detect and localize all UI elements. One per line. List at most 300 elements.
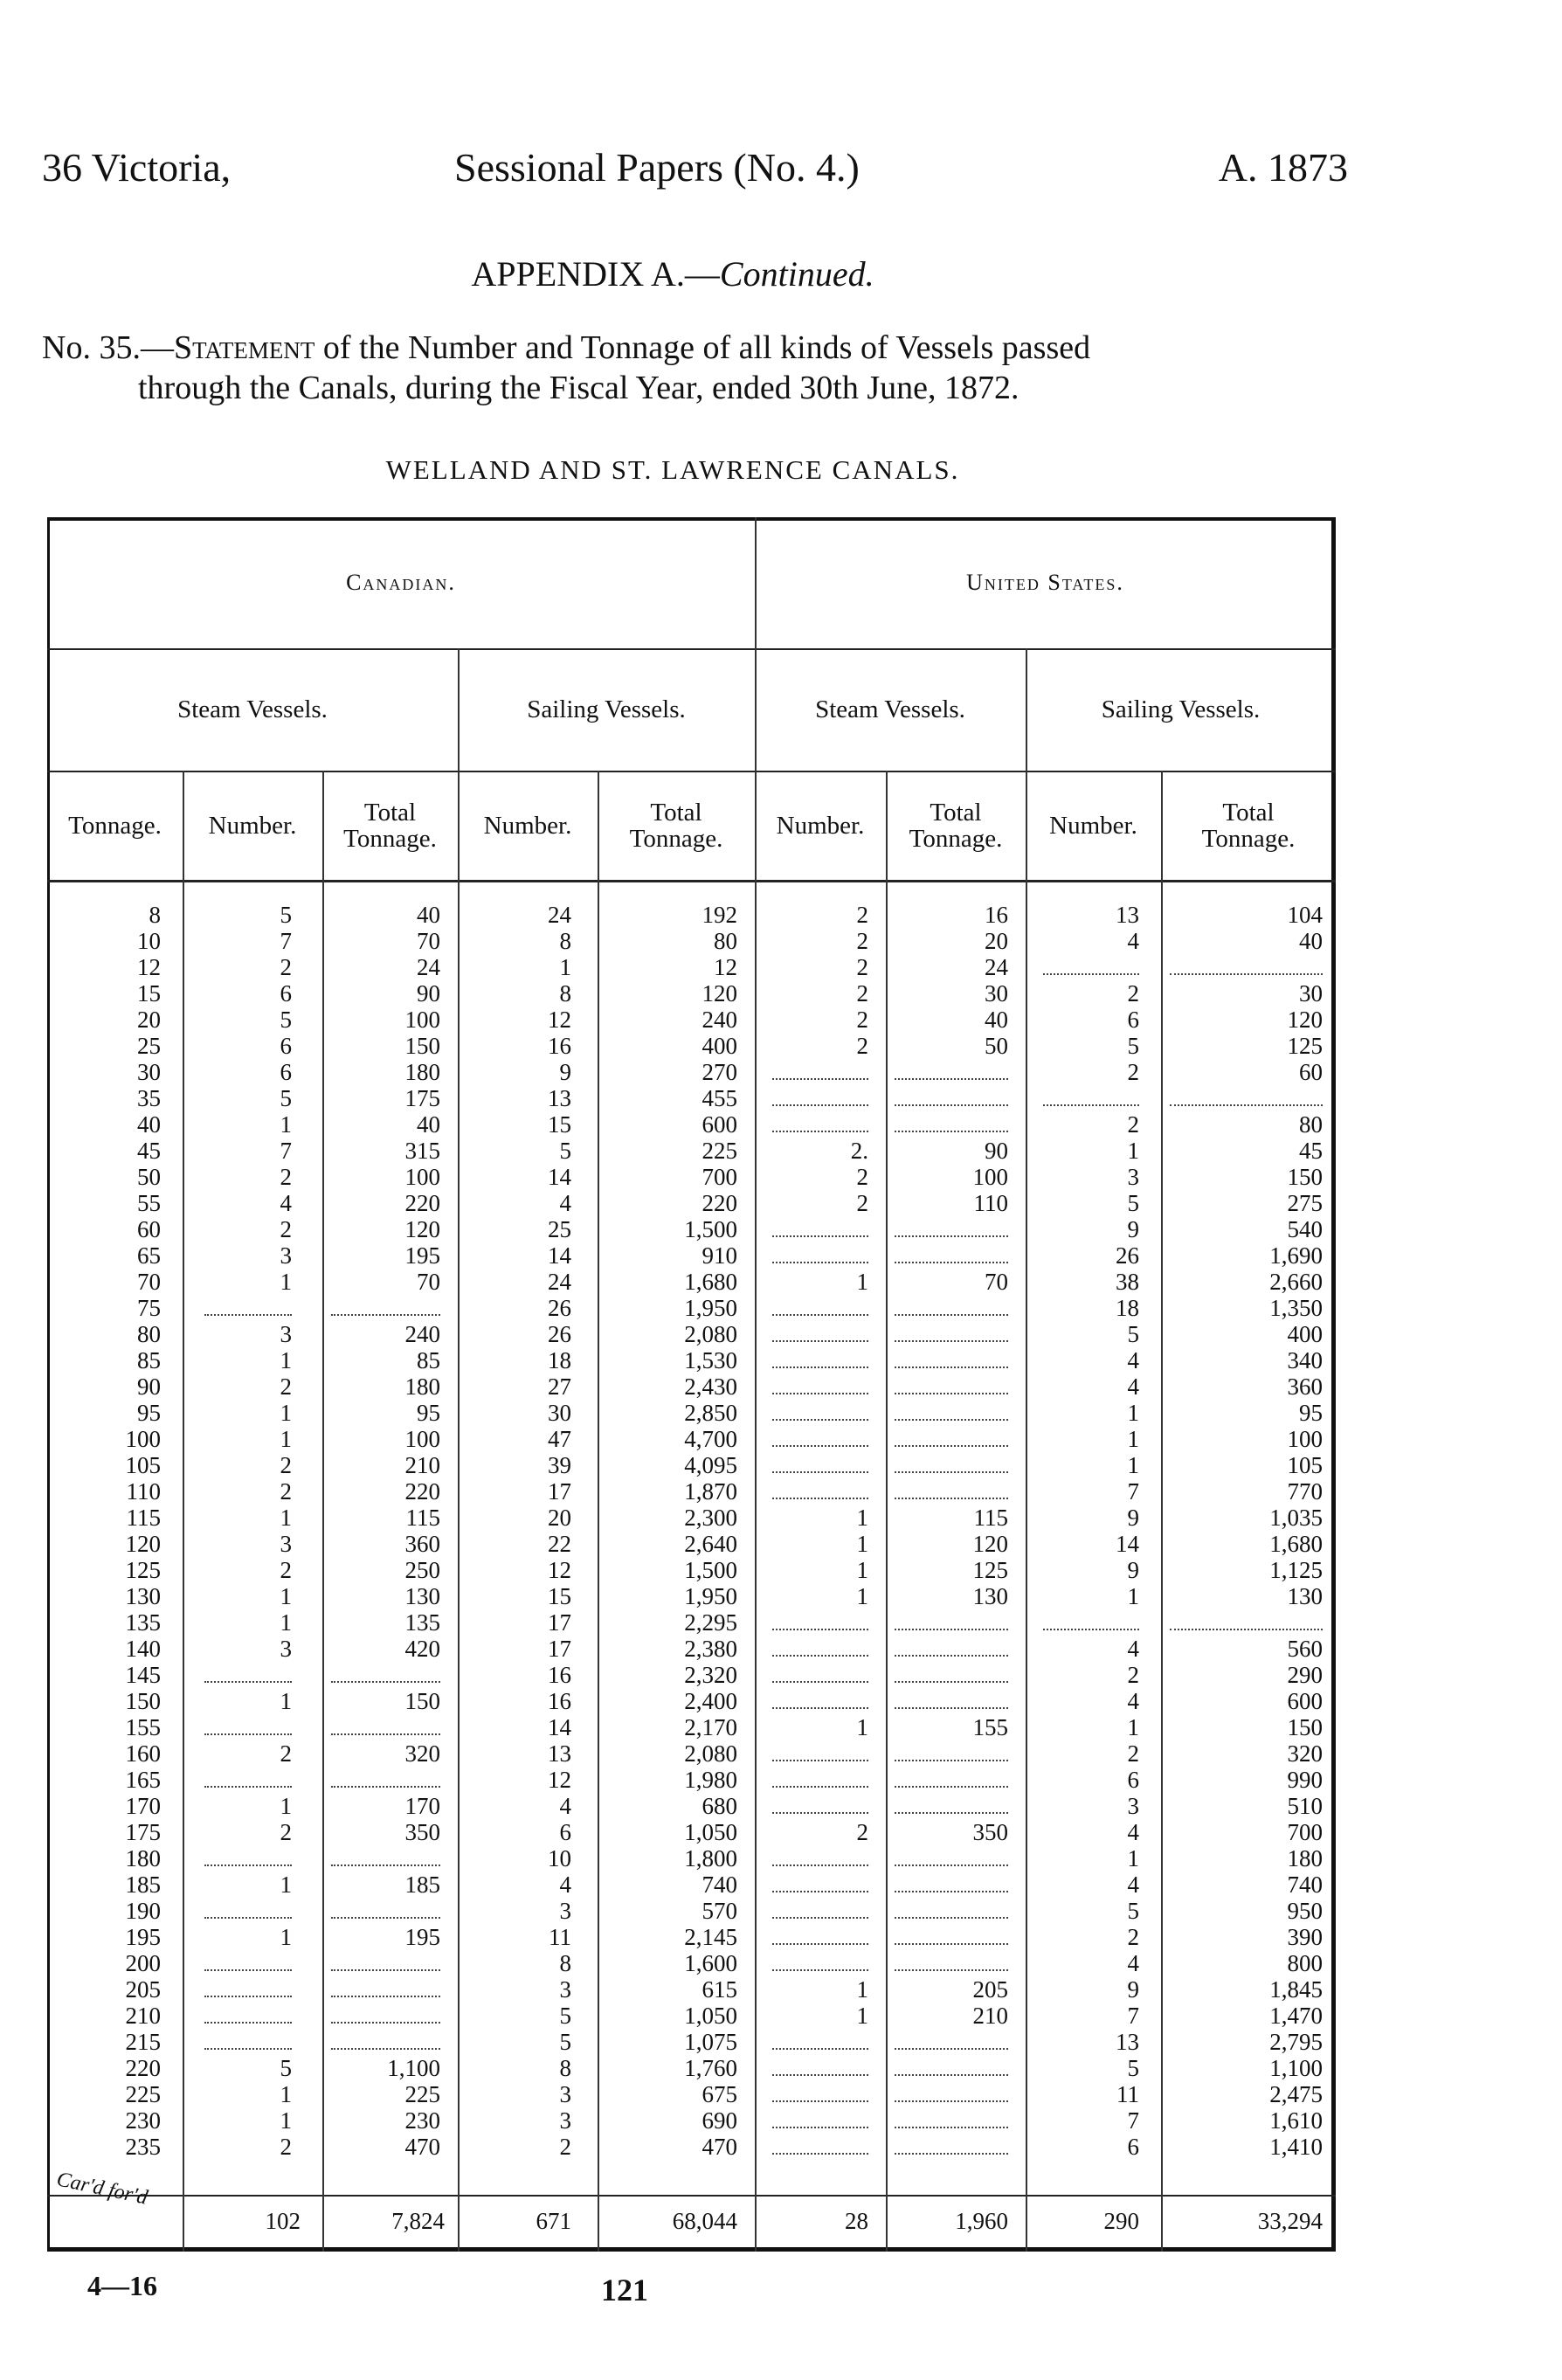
cell-u-sail-tonnage: 290 [1287,1662,1323,1688]
cell-c-steam-number: 3 [280,1242,292,1269]
cell-u-sail-tonnage: 700 [1287,1819,1323,1845]
cell-u-sail-number: 2 [1127,980,1139,1007]
cell-tonnage: 205 [125,1976,161,2003]
cell-tonnage: 55 [137,1190,161,1216]
cell-c-sail-tonnage: 700 [702,1164,737,1190]
cell-c-steam-number: 2 [280,2134,292,2160]
cell-c-sail-number: 15 [548,1583,571,1609]
cell-u-sail-number: 13 [1116,2029,1139,2055]
cell-tonnage: 175 [125,1819,161,1845]
cell-c-sail-number: 24 [548,1269,571,1295]
cell-u-steam-tonnage [895,1059,1008,1080]
cell-c-steam-number [204,2029,292,2050]
cell-u-sail-number: 2 [1127,1059,1139,1085]
cell-c-sail-number: 16 [548,1688,571,1714]
cell-c-sail-tonnage: 455 [702,1085,737,1111]
statement-title [42,328,1352,408]
cell-u-steam-tonnage: 115 [973,1505,1008,1531]
cell-u-steam-tonnage: 30 [985,980,1008,1007]
cell-u-steam-number: 2 [856,1033,868,1059]
cell-tonnage: 125 [125,1557,161,1583]
cell-u-sail-number: 3 [1127,1164,1139,1190]
cell-u-steam-number [772,1609,868,1630]
cell-c-sail-tonnage: 1,950 [684,1295,737,1321]
cell-c-sail-number: 10 [548,1845,571,1871]
cell-c-steam-number: 2 [280,1216,292,1242]
cell-u-sail-number: 9 [1127,1505,1139,1531]
cell-tonnage: 165 [125,1767,161,1793]
cell-tonnage: 225 [125,2081,161,2107]
cell-tonnage: 200 [125,1950,161,1976]
cell-u-sail-number: 4 [1127,1373,1139,1400]
cell-c-sail-number: 25 [548,1216,571,1242]
cell-u-sail-tonnage: 540 [1287,1216,1323,1242]
col-u-sail-number: Number. [1049,811,1137,840]
cell-u-steam-number: 2. [850,1138,868,1164]
cell-c-steam-number: 3 [280,1636,292,1662]
cell-c-steam-tonnage: 1,100 [387,2055,440,2081]
cell-c-steam-tonnage: 40 [417,1111,440,1138]
cell-u-steam-tonnage: 120 [972,1531,1008,1557]
cell-c-sail-number: 20 [548,1505,571,1531]
cell-u-steam-number [772,1347,868,1368]
total-c-steam-number: 102 [265,2208,301,2234]
cell-u-steam-number [772,1871,868,1892]
cell-c-steam-tonnage: 120 [404,1216,440,1242]
table-row [47,1478,1336,1505]
cell-c-sail-tonnage: 2,145 [684,1924,737,1950]
cell-c-steam-tonnage [331,1714,440,1735]
cell-u-steam-number [772,1085,868,1106]
cell-c-sail-tonnage: 600 [702,1111,737,1138]
total-u-sail-number: 290 [1103,2208,1139,2234]
total-c-sail-tonnage: 68,044 [672,2208,737,2234]
table-row [47,1007,1336,1033]
cell-u-steam-tonnage: 110 [973,1190,1008,1216]
cell-c-sail-tonnage: 2,430 [684,1373,737,1400]
subgroup-canadian-steam: Steam Vessels. [177,695,328,723]
cell-u-sail-number: 1 [1127,1452,1139,1478]
cell-u-sail-number: 6 [1127,2134,1139,2160]
cell-u-steam-tonnage [895,1478,1008,1499]
col-c-steam-total [322,771,458,880]
cell-u-sail-tonnage: 1,610 [1269,2107,1323,2134]
cell-tonnage: 65 [137,1242,161,1269]
cell-u-steam-tonnage [895,1295,1008,1316]
cell-u-steam-tonnage: 205 [972,1976,1008,2003]
cell-c-sail-number: 6 [559,1819,571,1845]
cell-u-steam-tonnage [895,2029,1008,2050]
header-papers: Sessional Papers (No. 4.) [454,145,860,190]
table-row [47,2107,1336,2134]
cell-u-sail-tonnage: 30 [1299,980,1323,1007]
table-row [47,1164,1336,1190]
cell-u-steam-tonnage: 70 [985,1269,1008,1295]
cell-tonnage: 35 [137,1085,161,1111]
cell-u-sail-number: 2 [1127,1740,1139,1767]
cell-u-steam-number [772,1295,868,1316]
cell-tonnage: 215 [125,2029,161,2055]
cell-c-sail-tonnage: 1,600 [684,1950,737,1976]
cell-tonnage: 40 [137,1111,161,1138]
cell-c-steam-number: 1 [280,1793,292,1819]
cell-u-steam-tonnage [895,2081,1008,2102]
col-tonnage-label: Tonnage. [343,824,437,853]
cell-u-sail-tonnage: 100 [1287,1426,1323,1452]
cell-c-sail-tonnage: 1,050 [684,1819,737,1845]
cell-c-sail-tonnage: 192 [702,902,737,928]
col-u-steam-number: Number. [776,811,865,840]
rule-totals [47,2195,1336,2197]
cell-u-steam-tonnage [895,1845,1008,1866]
header-year: A. 1873 [1218,145,1348,190]
group-canadian: Canadian. [346,570,456,595]
table-row [47,928,1336,954]
cell-u-steam-tonnage [895,1426,1008,1447]
cell-c-steam-number: 1 [280,1111,292,1138]
cell-u-sail-number: 4 [1127,1819,1139,1845]
cell-c-steam-number [204,2003,292,2024]
cell-c-steam-tonnage [331,1845,440,1866]
cell-c-steam-tonnage: 225 [404,2081,440,2107]
cell-c-sail-number: 5 [559,2003,571,2029]
cell-u-steam-number [772,1688,868,1709]
appendix-continued: Continued. [719,254,874,294]
cell-c-steam-number: 1 [280,1583,292,1609]
cell-u-steam-number [772,1793,868,1814]
cell-u-steam-tonnage: 100 [972,1164,1008,1190]
table-row [47,1426,1336,1452]
cell-u-steam-number: 1 [856,2003,868,2029]
cell-c-sail-number: 8 [559,2055,571,2081]
cell-u-sail-tonnage: 320 [1287,1740,1323,1767]
cell-c-steam-number: 1 [280,1609,292,1636]
table-row [47,2134,1336,2160]
cell-u-steam-number: 1 [856,1714,868,1740]
cell-tonnage: 180 [125,1845,161,1871]
cell-c-steam-number: 1 [280,1871,292,1898]
cell-u-sail-number: 1 [1127,1714,1139,1740]
cell-u-steam-number [772,1059,868,1080]
cell-c-sail-tonnage: 2,850 [684,1400,737,1426]
cell-u-sail-number: 18 [1116,1295,1139,1321]
cell-tonnage: 90 [137,1373,161,1400]
cell-u-steam-tonnage [895,1452,1008,1473]
col-c-sail-total [598,771,755,880]
cell-tonnage: 30 [137,1059,161,1085]
cell-u-steam-tonnage [895,1400,1008,1421]
cell-c-sail-number: 4 [559,1190,571,1216]
cell-u-sail-number: 13 [1116,902,1139,928]
cell-u-steam-number [772,1373,868,1394]
table-row [47,1269,1336,1295]
table-row [47,1714,1336,1740]
cell-c-sail-tonnage: 1,800 [684,1845,737,1871]
cell-c-sail-tonnage: 2,170 [684,1714,737,1740]
table-row [47,1609,1336,1636]
cell-u-sail-tonnage: 1,035 [1269,1505,1323,1531]
cell-c-steam-number [204,1976,292,1997]
table-row [47,1583,1336,1609]
cell-c-sail-number: 16 [548,1662,571,1688]
table-row [47,1924,1336,1950]
cell-c-steam-tonnage: 70 [417,1269,440,1295]
cell-u-steam-number [772,1400,868,1421]
cell-u-sail-number: 7 [1127,1478,1139,1505]
cell-u-sail-tonnage: 130 [1287,1583,1323,1609]
table-row [47,1636,1336,1662]
rule-group [47,648,1336,650]
cell-u-steam-number [772,2081,868,2102]
cell-u-steam-number [772,2055,868,2076]
cell-u-sail-tonnage: 2,795 [1269,2029,1323,2055]
table-row [47,1845,1336,1871]
cell-u-steam-number [772,1767,868,1788]
table-row [47,1138,1336,1164]
cell-c-steam-number: 5 [280,2055,292,2081]
cell-c-sail-number: 16 [548,1033,571,1059]
col-total-label: Total [1222,798,1275,827]
cell-c-steam-number [204,1950,292,1971]
cell-u-steam-number: 1 [856,1505,868,1531]
cell-u-steam-tonnage: 125 [972,1557,1008,1583]
cell-u-sail-number: 11 [1116,2081,1139,2107]
cell-u-sail-number: 3 [1127,1793,1139,1819]
cell-u-steam-tonnage [895,1898,1008,1919]
cell-u-steam-number: 1 [856,1557,868,1583]
cell-c-sail-tonnage: 570 [702,1898,737,1924]
header-session: 36 Victoria, [42,145,232,190]
cell-u-sail-number: 1 [1127,1583,1139,1609]
cell-tonnage: 185 [125,1871,161,1898]
cell-u-sail-number: 5 [1127,1190,1139,1216]
cell-tonnage: 115 [126,1505,161,1531]
vessel-table [47,517,1336,2252]
cell-tonnage: 75 [137,1295,161,1321]
table-row [47,1976,1336,2003]
cell-tonnage: 135 [125,1609,161,1636]
cell-c-sail-tonnage: 1,075 [684,2029,737,2055]
cell-c-sail-tonnage: 1,050 [684,2003,737,2029]
cell-c-steam-number: 4 [280,1190,292,1216]
cell-u-steam-number: 1 [856,1583,868,1609]
cell-u-sail-tonnage: 1,410 [1269,2134,1323,2160]
cell-u-steam-tonnage [895,2055,1008,2076]
cell-c-steam-tonnage: 150 [404,1688,440,1714]
cell-u-steam-tonnage: 90 [985,1138,1008,1164]
cell-tonnage: 45 [137,1138,161,1164]
cell-tonnage: 170 [125,1793,161,1819]
cell-tonnage: 20 [137,1007,161,1033]
cell-c-steam-number [204,1767,292,1788]
cell-c-steam-number: 2 [280,1164,292,1190]
cell-u-steam-tonnage: 50 [985,1033,1008,1059]
cell-c-steam-number: 6 [280,980,292,1007]
cell-c-sail-tonnage: 1,500 [684,1216,737,1242]
cell-u-steam-number [772,1924,868,1945]
cell-c-sail-number: 12 [548,1007,571,1033]
cell-u-sail-tonnage: 1,845 [1269,1976,1323,2003]
table-row [47,1400,1336,1426]
cell-c-steam-tonnage: 90 [417,980,440,1007]
cell-c-sail-number: 11 [549,1924,571,1950]
cell-u-sail-tonnage: 400 [1287,1321,1323,1347]
cell-c-sail-number: 8 [559,980,571,1007]
cell-c-steam-tonnage: 180 [404,1059,440,1085]
cell-c-sail-tonnage: 400 [702,1033,737,1059]
cell-u-steam-tonnage [895,2107,1008,2128]
cell-c-steam-tonnage [331,1976,440,1997]
cell-u-steam-number [772,1898,868,1919]
cell-u-steam-number [772,1216,868,1237]
cell-c-steam-number: 2 [280,1478,292,1505]
cell-u-sail-tonnage: 360 [1287,1373,1323,1400]
table-row [47,1085,1336,1111]
cell-tonnage: 100 [125,1426,161,1452]
cell-c-steam-tonnage: 115 [405,1505,440,1531]
cell-c-steam-tonnage: 70 [417,928,440,954]
cell-c-sail-number: 4 [559,1793,571,1819]
cell-u-sail-number: 4 [1127,1636,1139,1662]
table-row [47,1819,1336,1845]
cell-u-steam-tonnage [895,1347,1008,1368]
cell-u-sail-tonnage: 1,125 [1269,1557,1323,1583]
cell-c-steam-tonnage: 24 [417,954,440,980]
cell-tonnage: 145 [125,1662,161,1688]
cell-u-steam-tonnage: 24 [985,954,1008,980]
cell-u-sail-number: 9 [1127,1557,1139,1583]
statement-line-1: No. 35.—Statement of the Number and Tonnage of all kinds of Vessels passed [42,329,1091,366]
cell-c-sail-tonnage: 470 [702,2134,737,2160]
cell-u-steam-number: 2 [856,1190,868,1216]
cell-c-steam-tonnage: 195 [404,1242,440,1269]
cell-c-sail-tonnage: 12 [714,954,737,980]
cell-u-sail-number: 1 [1127,1400,1139,1426]
col-tonnage-label: Tonnage. [629,824,723,853]
cell-u-sail-number: 2 [1127,1111,1139,1138]
cell-tonnage: 190 [125,1898,161,1924]
cell-c-steam-number: 6 [280,1059,292,1085]
cell-c-steam-tonnage: 100 [404,1164,440,1190]
table-row [47,2055,1336,2081]
cell-c-steam-tonnage [331,2029,440,2050]
cell-u-sail-number: 5 [1127,1898,1139,1924]
cell-c-steam-number: 1 [280,2081,292,2107]
table-row [47,1688,1336,1714]
cell-u-steam-number [772,1845,868,1866]
cell-u-sail-tonnage [1170,1085,1323,1106]
cell-tonnage: 80 [137,1321,161,1347]
cell-u-sail-tonnage: 1,680 [1269,1531,1323,1557]
cell-tonnage: 25 [137,1033,161,1059]
cell-u-steam-tonnage [895,1111,1008,1132]
cell-tonnage: 235 [125,2134,161,2160]
table-row [47,902,1336,928]
subgroup-canadian-sailing: Sailing Vessels. [527,695,686,723]
statement-lead: Statement [173,329,315,366]
cell-c-steam-number [204,1898,292,1919]
cell-c-sail-tonnage: 4,095 [684,1452,737,1478]
cell-c-steam-number: 2 [280,1452,292,1478]
cell-c-steam-number: 1 [280,1347,292,1373]
table-row [47,1190,1336,1216]
page-number: 121 [601,2273,648,2307]
cell-u-steam-tonnage [895,1216,1008,1237]
cell-u-sail-number: 1 [1127,1138,1139,1164]
cell-c-steam-number: 1 [280,1505,292,1531]
cell-c-sail-number: 24 [548,902,571,928]
statement-line-2: through the Canals, during the Fiscal Year, ended 30th June, 1872. [138,370,1019,406]
cell-c-sail-number: 3 [559,1898,571,1924]
cell-u-steam-number: 2 [856,1819,868,1845]
cell-u-sail-tonnage: 104 [1287,902,1323,928]
cell-c-sail-number: 3 [559,2081,571,2107]
total-u-sail-tonnage: 33,294 [1257,2208,1323,2234]
cell-c-sail-tonnage: 2,320 [684,1662,737,1688]
subgroup-us-sailing: Sailing Vessels. [1101,695,1261,723]
cell-u-sail-number: 9 [1127,1976,1139,2003]
cell-u-steam-tonnage: 210 [972,2003,1008,2029]
cell-u-sail-tonnage: 990 [1287,1767,1323,1793]
table-row [47,1505,1336,1531]
cell-u-steam-number [772,1478,868,1499]
cell-c-steam-tonnage [331,1950,440,1971]
table-row [47,1557,1336,1583]
cell-c-steam-tonnage: 470 [404,2134,440,2160]
cell-u-steam-number [772,2029,868,2050]
cell-c-steam-number: 3 [280,1321,292,1347]
cell-c-steam-number: 6 [280,1033,292,1059]
cell-c-sail-number: 13 [548,1085,571,1111]
cell-c-sail-number: 12 [548,1767,571,1793]
cell-c-steam-tonnage: 350 [404,1819,440,1845]
cell-u-sail-tonnage: 45 [1299,1138,1323,1164]
cell-c-steam-tonnage: 100 [404,1426,440,1452]
cell-c-steam-number: 5 [280,902,292,928]
cell-c-sail-tonnage: 740 [702,1871,737,1898]
cell-u-steam-tonnage: 40 [985,1007,1008,1033]
cell-u-sail-tonnage: 2,660 [1269,1269,1323,1295]
cell-u-sail-number: 14 [1116,1531,1139,1557]
cell-tonnage: 10 [137,928,161,954]
table-subtitle: WELLAND AND ST. LAWRENCE CANALS. [385,454,960,485]
table-row [47,980,1336,1007]
cell-u-sail-tonnage: 1,470 [1269,2003,1323,2029]
table-row [47,954,1336,980]
cell-c-sail-number: 17 [548,1478,571,1505]
cell-u-sail-tonnage: 2,475 [1269,2081,1323,2107]
cell-c-sail-tonnage: 1,980 [684,1767,737,1793]
cell-u-sail-number: 6 [1127,1767,1139,1793]
cell-c-sail-tonnage: 2,080 [684,1740,737,1767]
cell-u-steam-tonnage: 16 [985,902,1008,928]
cell-c-steam-number: 2 [280,954,292,980]
cell-tonnage: 230 [125,2107,161,2134]
cell-c-sail-number: 47 [548,1426,571,1452]
cell-u-steam-number: 2 [856,928,868,954]
table-row [47,1531,1336,1557]
cell-u-sail-number: 1 [1127,1426,1139,1452]
cell-u-sail-number: 38 [1116,1269,1139,1295]
cell-c-steam-tonnage: 40 [417,902,440,928]
cell-tonnage: 220 [125,2055,161,2081]
cell-u-sail-tonnage: 95 [1299,1400,1323,1426]
cell-u-steam-tonnage: 155 [972,1714,1008,1740]
cell-u-steam-tonnage: 20 [985,928,1008,954]
cell-c-sail-number: 9 [559,1059,571,1085]
cell-c-steam-tonnage: 150 [404,1033,440,1059]
cell-c-sail-tonnage: 615 [702,1976,737,2003]
